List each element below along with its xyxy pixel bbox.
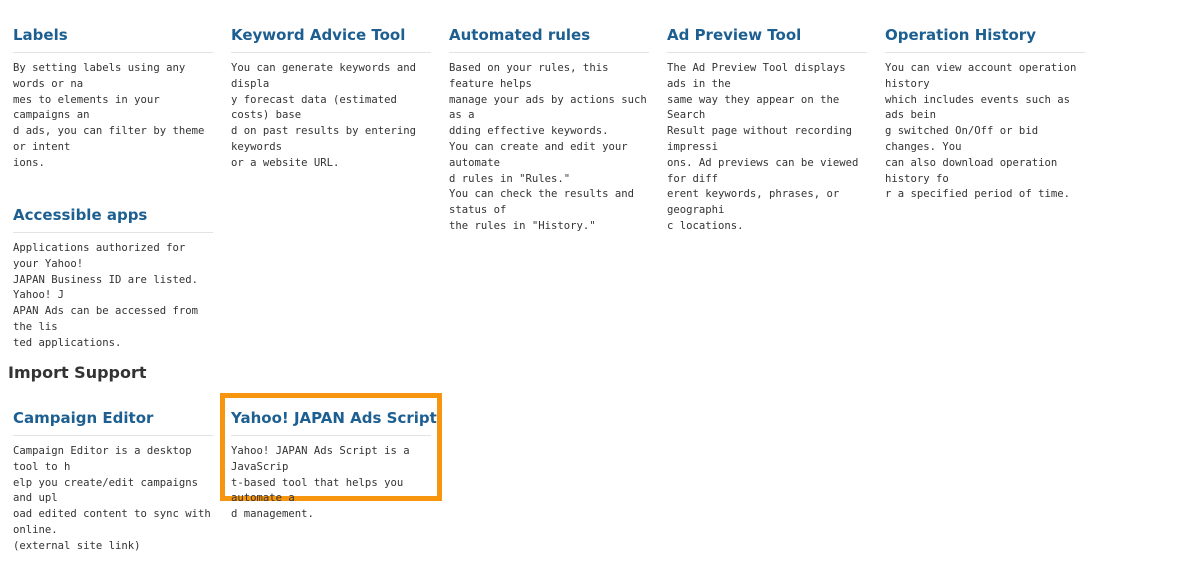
tool-card-keyword-advice [231,25,431,172]
ad-preview-tool-description: The Ad Preview Tool displays ads in the same way they appear on the Search Result page without recording impressi ons. Ad previews can be viewed for diff erent keywords, phrases, or geographi c locations. [667,62,859,232]
ads-script-link[interactable]: Yahoo! JAPAN Ads Script [231,408,431,436]
tool-card-ads-script [231,408,437,523]
ads-script-description: Yahoo! JAPAN Ads Script is a JavaScrip t-based tool that helps you automate a d management. [231,445,410,521]
tool-card-labels [13,25,213,172]
tool-card-accessible-apps [13,205,213,352]
automated-rules-link[interactable]: Automated rules [449,25,649,53]
operation-history-description: You can view account operation history which includes events such as ads bein g switched On/Off or bid changes. You can also download operation history fo r a specified period of time. [885,62,1077,201]
tool-card-automated-rules [449,25,649,235]
accessible-apps-link[interactable]: Accessible apps [13,205,213,233]
campaign-editor-link[interactable]: Campaign Editor [13,408,213,436]
keyword-advice-tool-link[interactable]: Keyword Advice Tool [231,25,431,53]
campaign-editor-description: Campaign Editor is a desktop tool to h elp you create/edit campaigns and upl oad edited content to sync with online. (external site link) [13,445,211,552]
tool-card-operation-history [885,25,1085,203]
operation-history-link[interactable]: Operation History [885,25,1085,53]
automated-rules-description: Based on your rules, this feature helps manage your ads by actions such as a dding effective keywords. You can create and edit your automate d rules in "Rules." You can check the results and status of the rules in "History." [449,62,647,232]
labels-link[interactable]: Labels [13,25,213,53]
keyword-advice-tool-description: You can generate keywords and displa y forecast data (estimated costs) base d on past results by entering keywords or a website URL. [231,62,416,169]
accessible-apps-description: Applications authorized for your Yahoo! JAPAN Business ID are listed. Yahoo! J APAN Ads can be accessed from the lis ted applications. [13,242,198,349]
tool-card-campaign-editor [13,408,213,555]
ad-preview-tool-link[interactable]: Ad Preview Tool [667,25,867,53]
labels-description: By setting labels using any words or na mes to elements in your campaigns an d ads, you can filter by theme or intent ions. [13,62,205,169]
import-support-heading: Import Support [8,363,147,382]
tool-card-ad-preview [667,25,867,235]
